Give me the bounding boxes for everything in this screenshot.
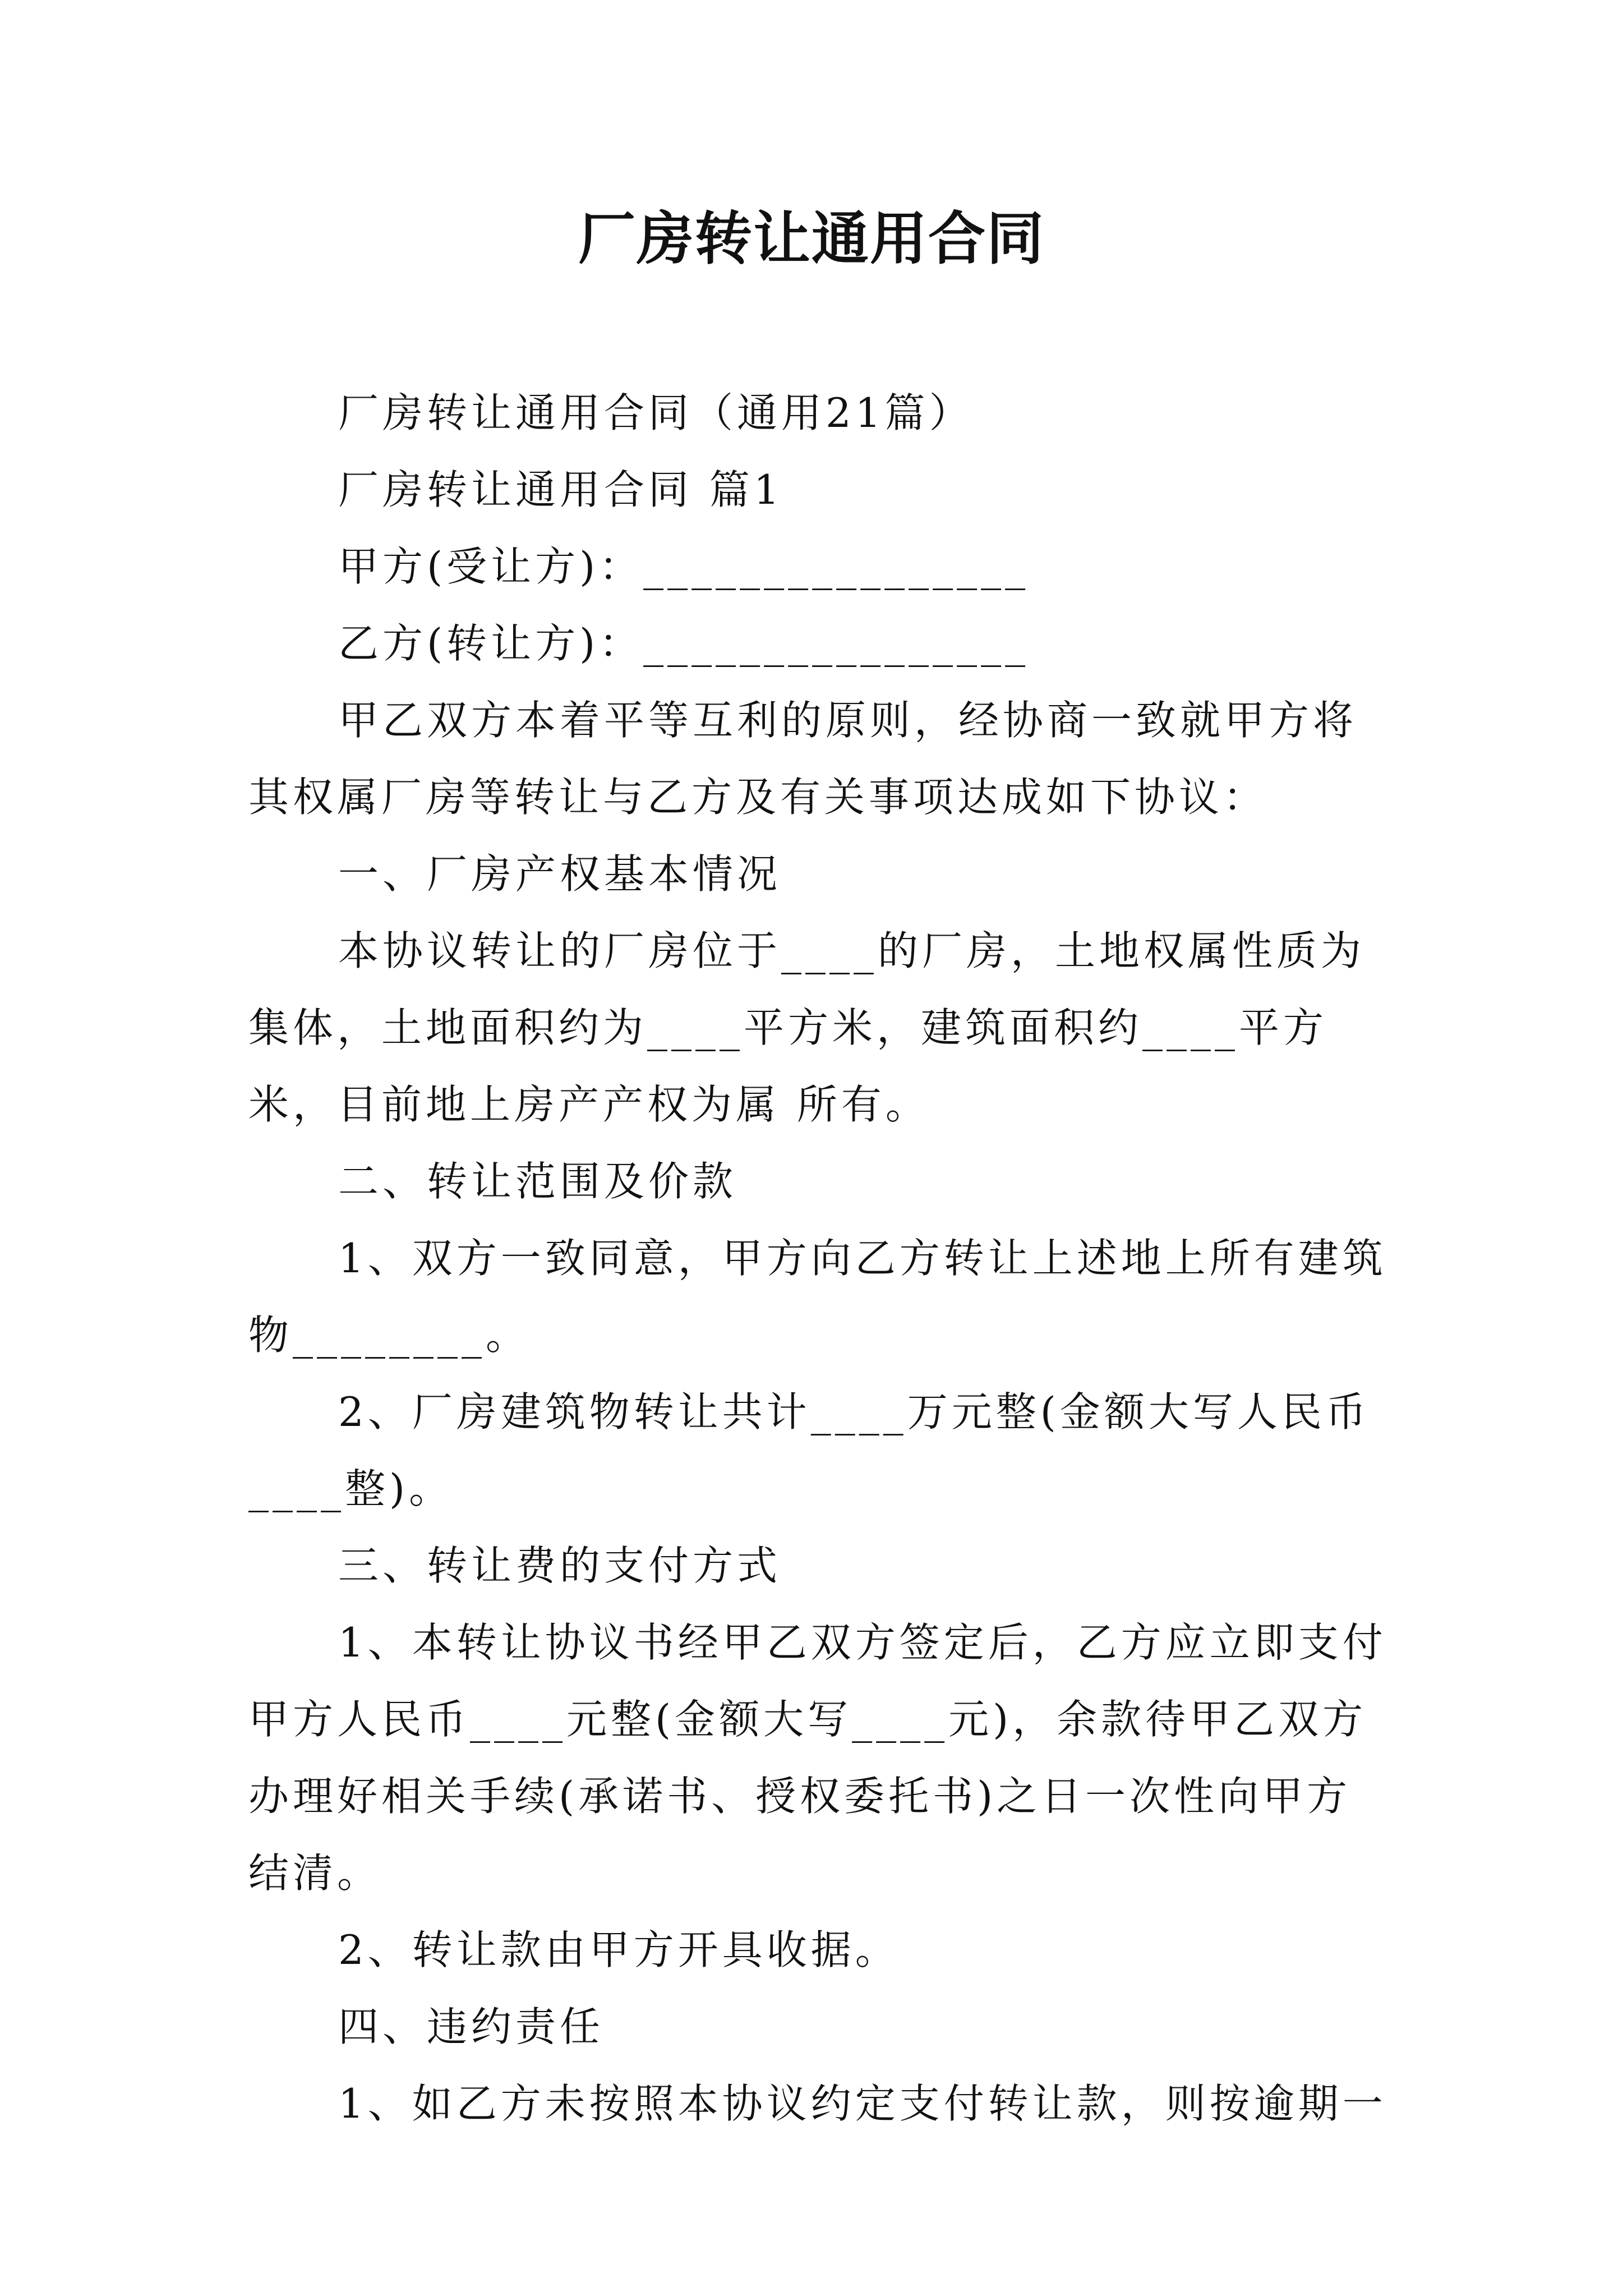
document-title: 厂房转让通用合同	[578, 205, 1045, 273]
paragraph-party-b: 乙方(转让方)：________________	[338, 620, 1030, 667]
paragraph-section-heading: 厂房转让通用合同 篇1	[338, 466, 783, 513]
heading-article-1: 一、厂房产权基本情况	[338, 850, 782, 898]
heading-article-4: 四、违约责任	[338, 2003, 605, 2050]
heading-article-2: 二、转让范围及价款	[338, 1158, 737, 1205]
heading-article-3: 三、转让费的支付方式	[338, 1542, 782, 1589]
paragraph-breach: 1、如乙方未按照本协议约定支付转让款，则按逾期一	[338, 2080, 1387, 2127]
paragraph-transfer-price: 2、厂房建筑物转让共计____万元整(金额大写人民币____整)。	[248, 1388, 1370, 1512]
paragraph-receipt: 2、转让款由甲方开具收据。	[338, 1926, 900, 1973]
paragraph-subtitle: 厂房转让通用合同（通用21篇）	[338, 389, 974, 436]
paragraph-preamble: 甲乙双方本着平等互利的原则，经协商一致就甲方将其权属厂房等转让与乙方及有关事项达成如下协议：	[248, 697, 1358, 821]
paragraph-payment: 1、本转让协议书经甲乙双方签定后，乙方应立即支付甲方人民币____元整(金额大写____元)，余款待甲乙双方办理好相关手续(承诺书、授权委托书)之日一次性向甲方结清。	[248, 1619, 1387, 1897]
paragraph-party-a: 甲方(受让方)：________________	[338, 543, 1030, 590]
paragraph-property-info: 本协议转让的厂房位于____的厂房，土地权属性质为集体，土地面积约为____平方米，建筑面积约____平方米，目前地上房产产权为属 所有。	[248, 927, 1366, 1128]
document-body	[248, 375, 1387, 2142]
paragraph-transfer-scope: 1、双方一致同意，甲方向乙方转让上述地上所有建筑物________。	[248, 1235, 1387, 1359]
